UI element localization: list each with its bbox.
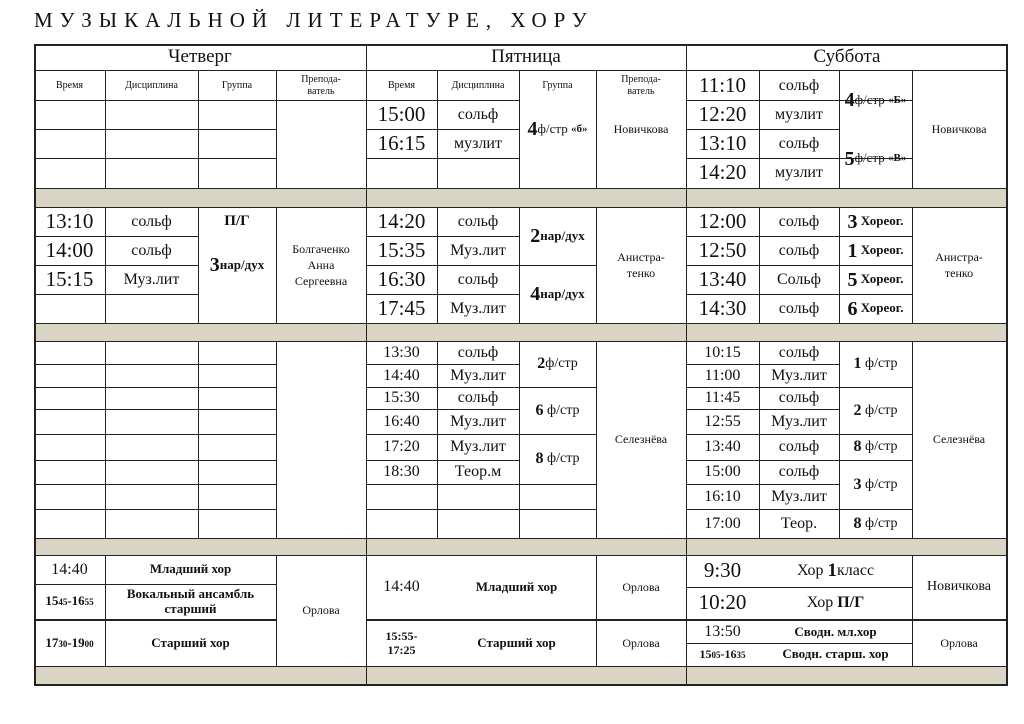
group-cell: 3 нар/дух — [209, 254, 265, 276]
time-cell: 13:10 — [698, 130, 747, 155]
schedule-table — [34, 44, 1008, 686]
time-cell: 17:20 — [383, 438, 420, 456]
discipline-cell: Муз.лит — [771, 366, 827, 384]
time-cell: 10:20 — [698, 590, 747, 615]
column-header-teacher-line1: Преподa- — [621, 74, 661, 85]
choir-name-cell: Младший хор — [475, 578, 558, 594]
group-cell: 3 Хореог. — [847, 210, 904, 233]
discipline-cell: Муз.лит — [123, 270, 180, 288]
group-cell: 8 ф/стр — [853, 438, 898, 456]
teacher-cell: Новичкова — [927, 579, 991, 595]
time-cell: 12:00 — [698, 208, 747, 233]
time-cell: 13:40 — [704, 438, 741, 456]
day-header-thursday: Четверг — [168, 46, 232, 68]
teacher-cell: Анистра- тенко — [935, 249, 983, 280]
time-cell: 17:00 — [704, 514, 741, 532]
column-header-teacher-line2: ватель — [307, 85, 335, 97]
group-cell: 3 ф/стр — [853, 475, 898, 493]
time-cell: 13:40 — [698, 266, 747, 291]
time-cell: 15:35 — [377, 237, 426, 262]
time-cell: 11:45 — [704, 389, 741, 407]
discipline-cell: сольф — [457, 105, 499, 123]
time-cell: 10:15 — [704, 343, 741, 361]
discipline-cell: сольф — [778, 76, 820, 94]
group-cell: 8 ф/стр — [535, 450, 580, 468]
time-cell: 14:40 — [383, 366, 420, 384]
column-header-group: Группа — [221, 79, 253, 91]
day-header-saturday: Суббота — [813, 46, 881, 68]
discipline-cell: сольф — [778, 241, 820, 259]
column-header-discipline: Дисциплина — [125, 79, 178, 91]
discipline-cell: сольф — [131, 241, 172, 259]
discipline-cell: сольф — [778, 343, 820, 361]
choir-name-cell: Сводн. старш. хор — [782, 646, 889, 662]
time-cell: 16:10 — [704, 487, 741, 505]
choir-name-cell: Хор 1 класс — [796, 559, 875, 581]
teacher-cell: Селезнёва — [614, 432, 668, 447]
teacher-cell: Новичкова — [613, 121, 669, 136]
time-cell: 15:00 — [704, 463, 741, 481]
discipline-cell: сольф — [778, 463, 820, 481]
column-header-teacher — [276, 71, 366, 100]
discipline-cell: сольф — [778, 438, 820, 456]
discipline-cell: Сольф — [776, 270, 822, 288]
discipline-cell: сольф — [778, 134, 820, 152]
discipline-cell: музлит — [775, 164, 823, 182]
teacher-cell: Орлова — [622, 579, 660, 594]
choir-name-cell: Старший хор — [477, 635, 556, 651]
column-header-group: Группа — [542, 79, 573, 91]
time-cell: 12:55 — [704, 412, 741, 430]
time-cell: 14:20 — [377, 208, 426, 233]
time-cell: 18:30 — [383, 463, 420, 481]
choir-name-cell: Хор П/Г — [806, 594, 865, 612]
discipline-cell: Муз.лит — [450, 438, 506, 456]
group-cell: 1 Хореог. — [847, 239, 904, 262]
column-header-teacher-line1: Преподa- — [301, 74, 341, 85]
teacher-cell: Орлова — [302, 603, 340, 618]
discipline-cell: музлит — [775, 105, 823, 123]
group-cell: 4 нар/дух — [530, 283, 585, 305]
teacher-cell: Анистра- тенко — [617, 249, 665, 280]
discipline-cell: сольф — [457, 212, 499, 230]
discipline-cell: сольф — [131, 212, 172, 230]
time-cell: 11:10 — [698, 72, 747, 97]
column-header-teacher — [596, 71, 686, 100]
time-cell: 16:40 — [383, 412, 420, 430]
group-cell: П/Г — [224, 213, 250, 230]
time-cell: 13:30 — [383, 343, 420, 361]
choir-name-cell: Старший хор — [151, 635, 230, 651]
column-header-discipline: Дисциплина — [451, 79, 505, 91]
choir-name-cell: Сводн. мл.хор — [794, 623, 877, 639]
discipline-cell: музлит — [454, 134, 502, 152]
discipline-cell: Муз.лит — [450, 299, 506, 317]
time-cell: 15 45 -16 55 — [45, 593, 94, 609]
time-cell: 9:30 — [703, 558, 742, 583]
day-header-friday: Пятница — [491, 46, 561, 68]
time-cell: 15 05 -16 35 — [699, 646, 746, 661]
time-cell: 14:40 — [51, 560, 88, 578]
time-cell: 15:55- 17:25 — [385, 629, 418, 657]
time-cell: 17:45 — [377, 295, 426, 320]
column-header-time: Время — [55, 79, 84, 91]
time-cell: 13:10 — [45, 208, 94, 233]
time-cell: 15:30 — [383, 389, 420, 407]
separator-band — [34, 666, 1008, 686]
discipline-cell: Теор. — [780, 514, 818, 532]
group-cell: 1 ф/стр — [853, 355, 898, 373]
separator-band — [34, 538, 1008, 555]
discipline-cell: сольф — [778, 212, 820, 230]
choir-name-cell: Вокальный ансамбль старший — [126, 585, 255, 616]
group-cell: 6 ф/стр — [535, 401, 580, 419]
group-cell: 6 Хореог. — [847, 297, 904, 320]
discipline-cell: Теор.м — [454, 463, 502, 481]
group-cell: 2 ф/стр — [853, 401, 898, 419]
separator-band — [34, 188, 1008, 207]
time-cell: 15:15 — [45, 266, 94, 291]
time-cell: 11:00 — [704, 366, 741, 384]
time-cell: 14:30 — [698, 295, 747, 320]
time-cell: 13:50 — [704, 623, 741, 641]
time-cell: 16:30 — [377, 266, 426, 291]
teacher-cell: Болгаченко Анна Сергеевна — [292, 241, 350, 289]
group-cell: 2 нар/дух — [530, 225, 585, 247]
discipline-cell: сольф — [457, 389, 499, 407]
time-cell: 17 30 -19 00 — [45, 635, 94, 651]
discipline-cell: Муз.лит — [771, 412, 827, 430]
time-cell: 12:50 — [698, 237, 747, 262]
teacher-cell: Новичкова — [931, 122, 987, 137]
column-header-teacher-line2: ватель — [627, 85, 655, 97]
time-cell: 12:20 — [698, 101, 747, 126]
time-cell: 14:20 — [698, 160, 747, 185]
group-cell: 2 ф/стр — [537, 355, 578, 373]
time-cell: 16:15 — [377, 130, 426, 155]
teacher-cell: Селезнёва — [932, 432, 986, 447]
column-header-time: Время — [387, 79, 416, 91]
group-cell: 5 ф/стр «В» — [844, 147, 907, 170]
discipline-cell: сольф — [778, 389, 820, 407]
discipline-cell: Муз.лит — [450, 412, 506, 430]
time-cell: 14:00 — [45, 237, 94, 262]
discipline-cell: Муз.лит — [450, 241, 506, 259]
discipline-cell: сольф — [457, 270, 499, 288]
group-cell: 4 ф/стр «Б» — [844, 89, 907, 111]
discipline-cell: Муз.лит — [771, 487, 827, 505]
group-cell: 8 ф/стр — [853, 514, 898, 532]
discipline-cell: Муз.лит — [450, 366, 506, 384]
discipline-cell: сольф — [778, 299, 820, 317]
time-cell: 14:40 — [383, 578, 420, 596]
discipline-cell: сольф — [457, 343, 499, 361]
page-title: МУЗЫКАЛЬНОЙ ЛИТЕРАТУРЕ, ХОРУ — [34, 8, 594, 32]
choir-name-cell: Младший хор — [149, 561, 232, 577]
separator-band — [34, 323, 1008, 341]
teacher-cell: Орлова — [940, 636, 978, 651]
time-cell: 15:00 — [377, 101, 426, 126]
group-cell: 4 ф/стр «б» — [527, 118, 588, 140]
group-cell: 5 Хореог. — [847, 268, 904, 291]
teacher-cell: Орлова — [622, 636, 660, 651]
